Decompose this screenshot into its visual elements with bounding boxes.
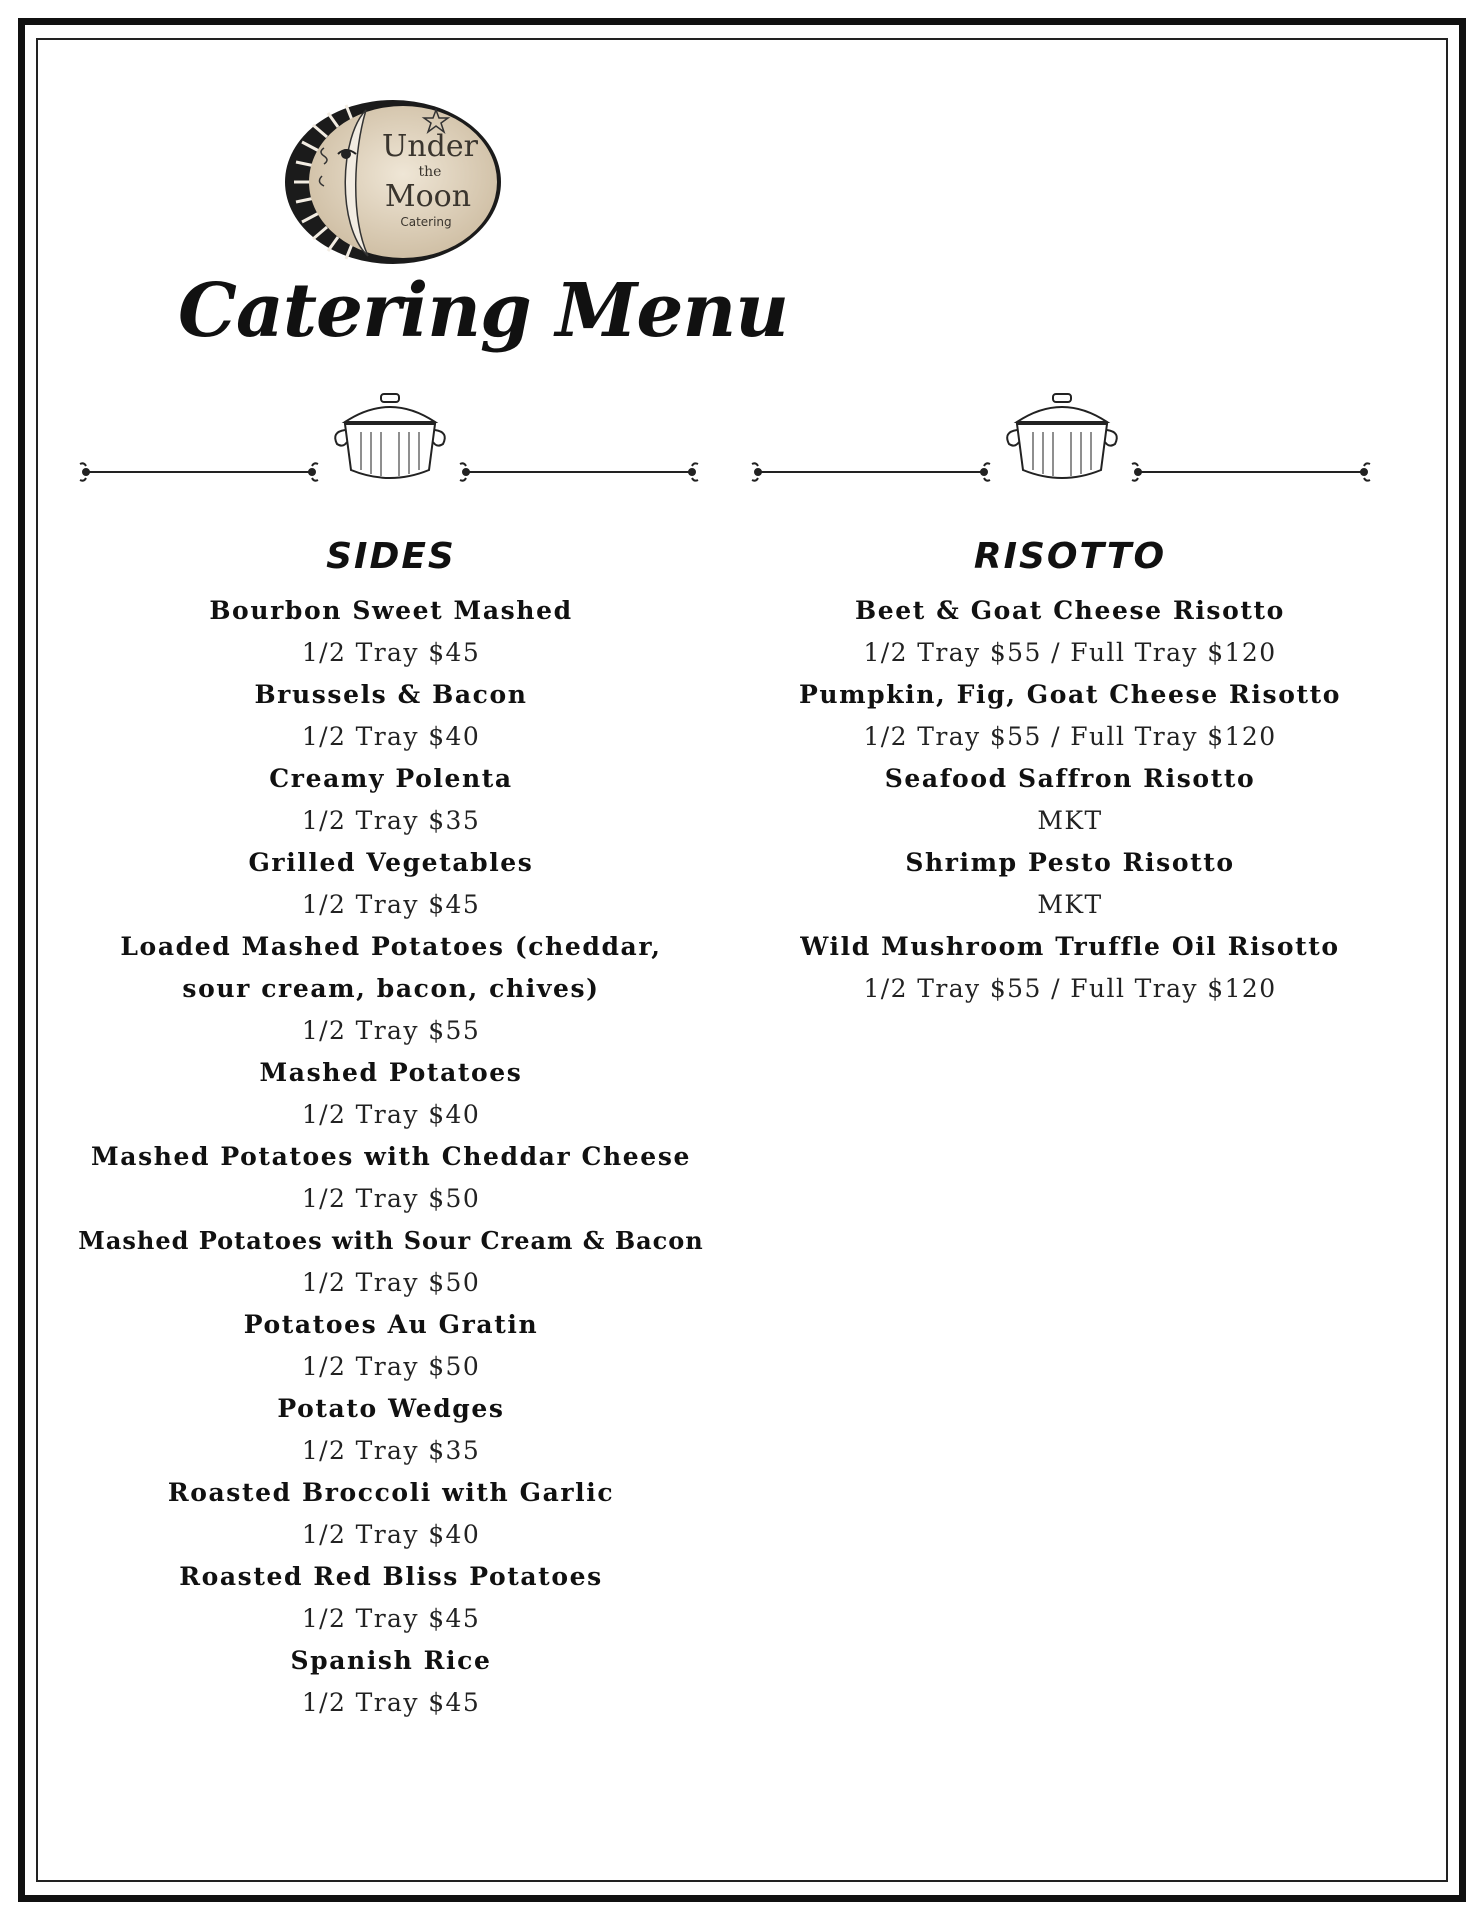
menu-item [760,842,1380,926]
sides-section [66,532,716,1724]
menu-item [760,758,1380,842]
menu-item [66,674,716,758]
item-name: Wild Mushroom Truffle Oil Risotto [800,932,1340,961]
logo-word-the: the [418,164,442,180]
page-title: Catering Menu [178,268,789,354]
item-price: 1/2 Tray $40 [301,1520,481,1549]
menu-item [66,1640,716,1724]
menu-item [66,1136,716,1220]
item-name: Roasted Red Bliss Potatoes [179,1562,603,1591]
item-price: 1/2 Tray $50 [301,1268,481,1297]
menu-item [760,926,1380,1010]
item-name: Creamy Polenta [269,764,513,793]
item-price: 1/2 Tray $45 [301,1688,481,1717]
item-name: Mashed Potatoes [259,1058,523,1087]
pot-icon [1007,394,1117,478]
risotto-heading: RISOTTO [973,536,1167,577]
menu-item [66,1556,716,1640]
item-price: 1/2 Tray $55 / Full Tray $120 [863,722,1277,751]
menu-item [66,1472,716,1556]
menu-item [760,674,1380,758]
menu-item [66,1388,716,1472]
item-name: Mashed Potatoes with Sour Cream & Bacon [78,1226,704,1255]
divider-left [76,392,706,492]
item-name: Brussels & Bacon [254,680,528,709]
item-price: 1/2 Tray $50 [301,1352,481,1381]
menu-item [66,590,716,674]
item-name: Beet & Goat Cheese Risotto [855,596,1285,625]
logo-word-moon: Moon [384,179,472,214]
menu-item [66,926,716,1052]
item-price: 1/2 Tray $45 [301,1604,481,1633]
under-the-moon-logo [280,96,506,268]
logo-word-under: Under [382,129,478,164]
item-price: 1/2 Tray $45 [301,638,481,667]
item-name: Grilled Vegetables [248,848,534,877]
menu-item [66,1304,716,1388]
menu-item [66,1052,716,1136]
item-price: 1/2 Tray $35 [301,1436,481,1465]
menu-item [760,590,1380,674]
pot-icon [335,394,445,478]
menu-item [66,842,716,926]
item-name: Potato Wedges [277,1394,505,1423]
item-name: Mashed Potatoes with Cheddar Cheese [91,1142,691,1171]
item-price: 1/2 Tray $40 [301,1100,481,1129]
item-price: 1/2 Tray $55 [301,1016,481,1045]
item-price: 1/2 Tray $55 / Full Tray $120 [863,974,1277,1003]
sides-heading: SIDES [326,536,456,577]
divider-right [748,392,1378,492]
item-name: Potatoes Au Gratin [243,1310,539,1339]
item-name: Roasted Broccoli with Garlic [167,1478,615,1507]
item-name: Loaded Mashed Potatoes (cheddar, sour cream, bacon, chives) [120,932,662,1003]
menu-item [66,1220,716,1304]
item-price: 1/2 Tray $55 / Full Tray $120 [863,638,1277,667]
item-name: Seafood Saffron Risotto [884,764,1256,793]
logo-word-catering: Catering [400,215,452,229]
item-price: 1/2 Tray $35 [301,806,481,835]
item-price: MKT [1037,806,1103,835]
risotto-section [760,532,1380,1010]
item-name: Shrimp Pesto Risotto [905,848,1235,877]
item-price: MKT [1037,890,1103,919]
item-name: Spanish Rice [290,1646,492,1675]
menu-item [66,758,716,842]
item-price: 1/2 Tray $50 [301,1184,481,1213]
item-name: Bourbon Sweet Mashed [209,596,573,625]
item-name: Pumpkin, Fig, Goat Cheese Risotto [798,680,1342,709]
item-price: 1/2 Tray $40 [301,722,481,751]
item-price: 1/2 Tray $45 [301,890,481,919]
